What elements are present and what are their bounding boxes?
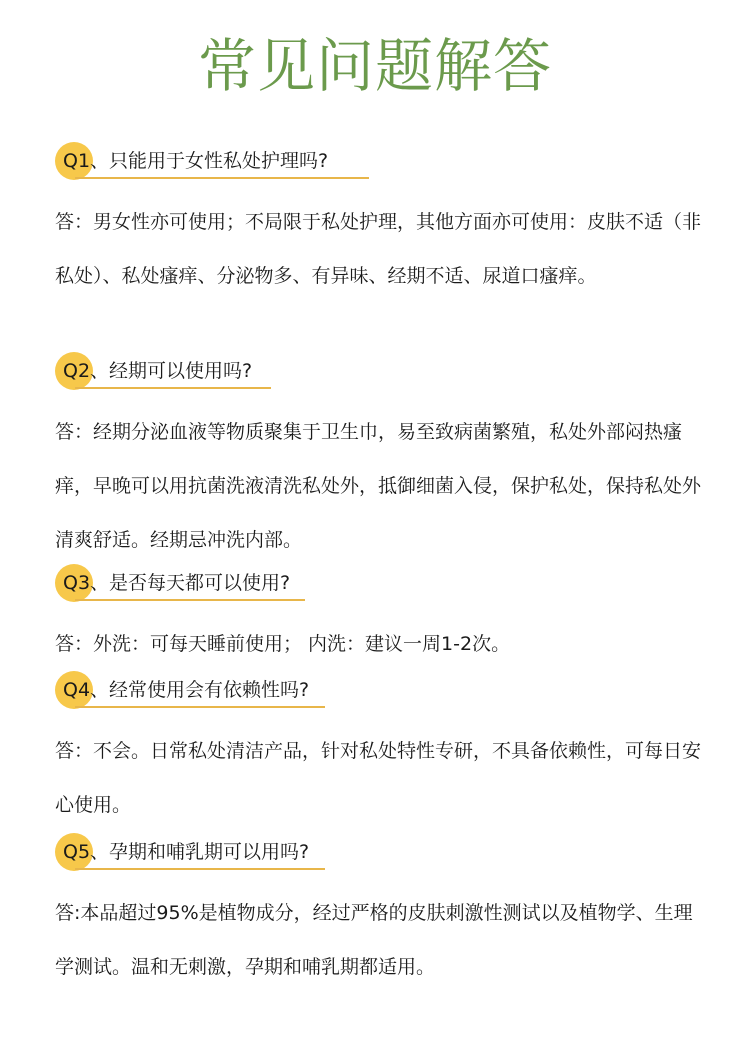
question-underline xyxy=(75,177,369,179)
question-text: Q3、是否每天都可以使用? xyxy=(63,572,291,594)
question-row xyxy=(55,564,705,604)
question-row xyxy=(55,671,705,711)
faq-item-3 xyxy=(55,564,705,671)
question-row xyxy=(55,142,705,182)
answer-text: 答:本品超过95%是植物成分，经过严格的皮肤刺激性测试以及植物学、生理学测试。温和无刺激，孕期和哺乳期都适用。 xyxy=(55,902,693,978)
question-row xyxy=(55,833,705,873)
faq-item-5 xyxy=(55,833,705,994)
question-underline xyxy=(75,706,325,708)
question-underline xyxy=(75,387,271,389)
answer-text: 答：经期分泌血液等物质聚集于卫生巾，易至致病菌繁殖，私处外部闷热瘙痒，早晚可以用抗菌洗液清洗私处外，抵御细菌入侵，保护私处，保持私处外清爽舒适。经期忌冲洗内部。 xyxy=(55,421,702,551)
answer-text: 答：男女性亦可使用；不局限于私处护理，其他方面亦可使用：皮肤不适（非私处）、私处瘙痒、分泌物多、有异味、经期不适、尿道口瘙痒。 xyxy=(55,211,702,287)
question-text: Q1、只能用于女性私处护理吗? xyxy=(63,150,329,172)
faq-item-4 xyxy=(55,671,705,832)
faq-item-1 xyxy=(55,142,705,303)
page-title: 常见问题解答 xyxy=(197,32,552,100)
answer-text: 答：不会。日常私处清洁产品，针对私处特性专研，不具备依赖性，可每日安心使用。 xyxy=(55,740,702,816)
question-text: Q5、孕期和哺乳期可以用吗? xyxy=(63,841,310,863)
question-underline xyxy=(75,868,325,870)
question-row xyxy=(55,352,705,392)
question-underline xyxy=(75,599,305,601)
faq-item-2 xyxy=(55,352,705,567)
question-text: Q2、经期可以使用吗? xyxy=(63,360,253,382)
answer-text: 答：外洗：可每天睡前使用； 内洗：建议一周1-2次。 xyxy=(55,633,511,655)
question-text: Q4、经常使用会有依赖性吗? xyxy=(63,679,310,701)
